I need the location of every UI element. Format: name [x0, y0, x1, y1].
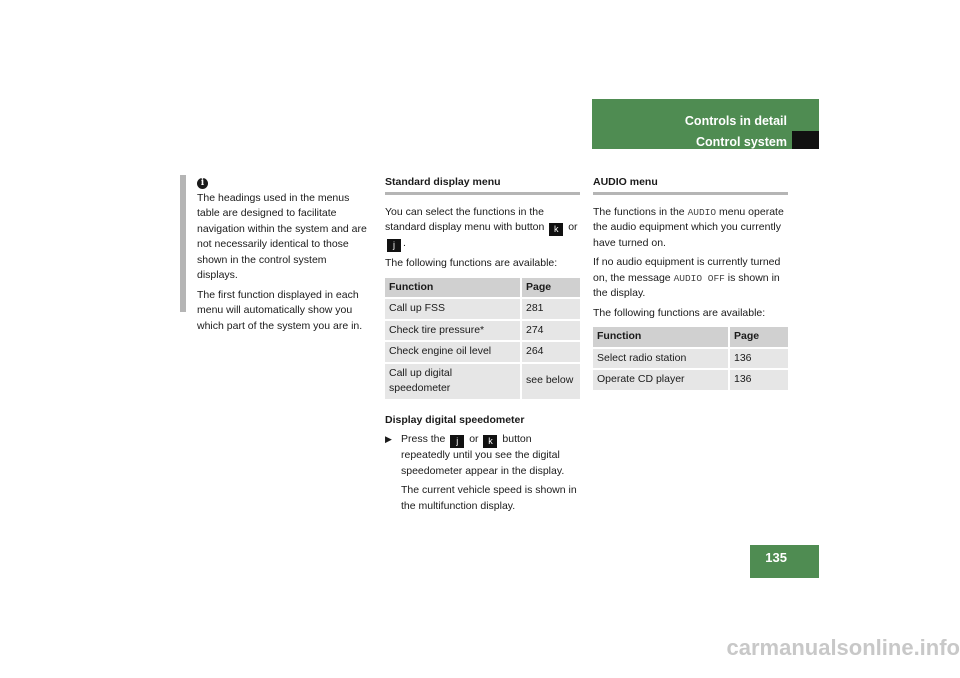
standard-function-table: [385, 278, 580, 399]
key-up-icon: k: [549, 223, 563, 236]
audio-off-code: AUDIO OFF: [673, 272, 725, 284]
table-row: Select radio station 136: [593, 348, 788, 370]
table-header-row: [593, 327, 788, 348]
audio-code: AUDIO: [687, 206, 717, 218]
step-arrow-icon: ▶: [385, 434, 392, 444]
table-row: Check tire pressure* 274: [385, 320, 580, 342]
key-down-icon: j: [450, 435, 464, 448]
audio-function-table: [593, 327, 788, 390]
table-row: Call up digital speedometer see below: [385, 363, 580, 399]
info-note: [180, 175, 370, 332]
info-icon: i: [197, 178, 208, 189]
audio-available: The following functions are available:: [593, 306, 766, 319]
speedometer-note: The current vehicle speed is shown in the multifunction display.: [401, 484, 577, 512]
col-function: Function: [385, 278, 521, 299]
col-page: Page: [729, 327, 788, 348]
table-row: Call up FSS 281: [385, 298, 580, 320]
speedometer-step: ▶ Press the j or k button repeatedly until you see the digital speedometer appear in the display.: [385, 433, 565, 477]
audio-menu-heading: AUDIO menu: [593, 175, 788, 195]
standard-menu-heading: Standard display menu: [385, 175, 580, 195]
table-row: Operate CD player 136: [593, 369, 788, 390]
col-page: Page: [521, 278, 580, 299]
note-paragraph-1: The headings used in the menus table are designed to facilitate navigation within the system and are not necessarily identical to those shown in the control system displays.: [197, 191, 367, 281]
section-header: [592, 99, 819, 149]
section-subtitle: Control system: [696, 135, 787, 149]
key-up-icon: k: [483, 435, 497, 448]
audio-paragraph-2: If no audio equipment is currently turned on, the message AUDIO OFF is shown in the display.: [593, 256, 781, 299]
standard-available: The following functions are available:: [385, 257, 558, 269]
watermark: carmanualsonline.info: [726, 635, 960, 660]
key-down-icon: j: [387, 239, 401, 252]
page-number: 135: [750, 545, 819, 578]
header-tab-marker: [792, 131, 819, 149]
col-function: Function: [593, 327, 729, 348]
table-header-row: [385, 278, 580, 299]
note-paragraph-2: The first function displayed in each menu will automatically show you which part of the system you are in.: [197, 288, 363, 332]
table-row: Check engine oil level 264: [385, 341, 580, 363]
audio-paragraph-1: The functions in the AUDIO menu operate the audio equipment which you currently have turned on.: [593, 205, 784, 249]
standard-display-column: [385, 175, 580, 518]
audio-menu-column: [593, 175, 788, 404]
speedometer-heading: Display digital speedometer: [385, 413, 525, 426]
standard-intro: You can select the functions in the standard display menu with button k or j .: [385, 205, 578, 250]
section-title: Controls in detail: [684, 114, 787, 128]
